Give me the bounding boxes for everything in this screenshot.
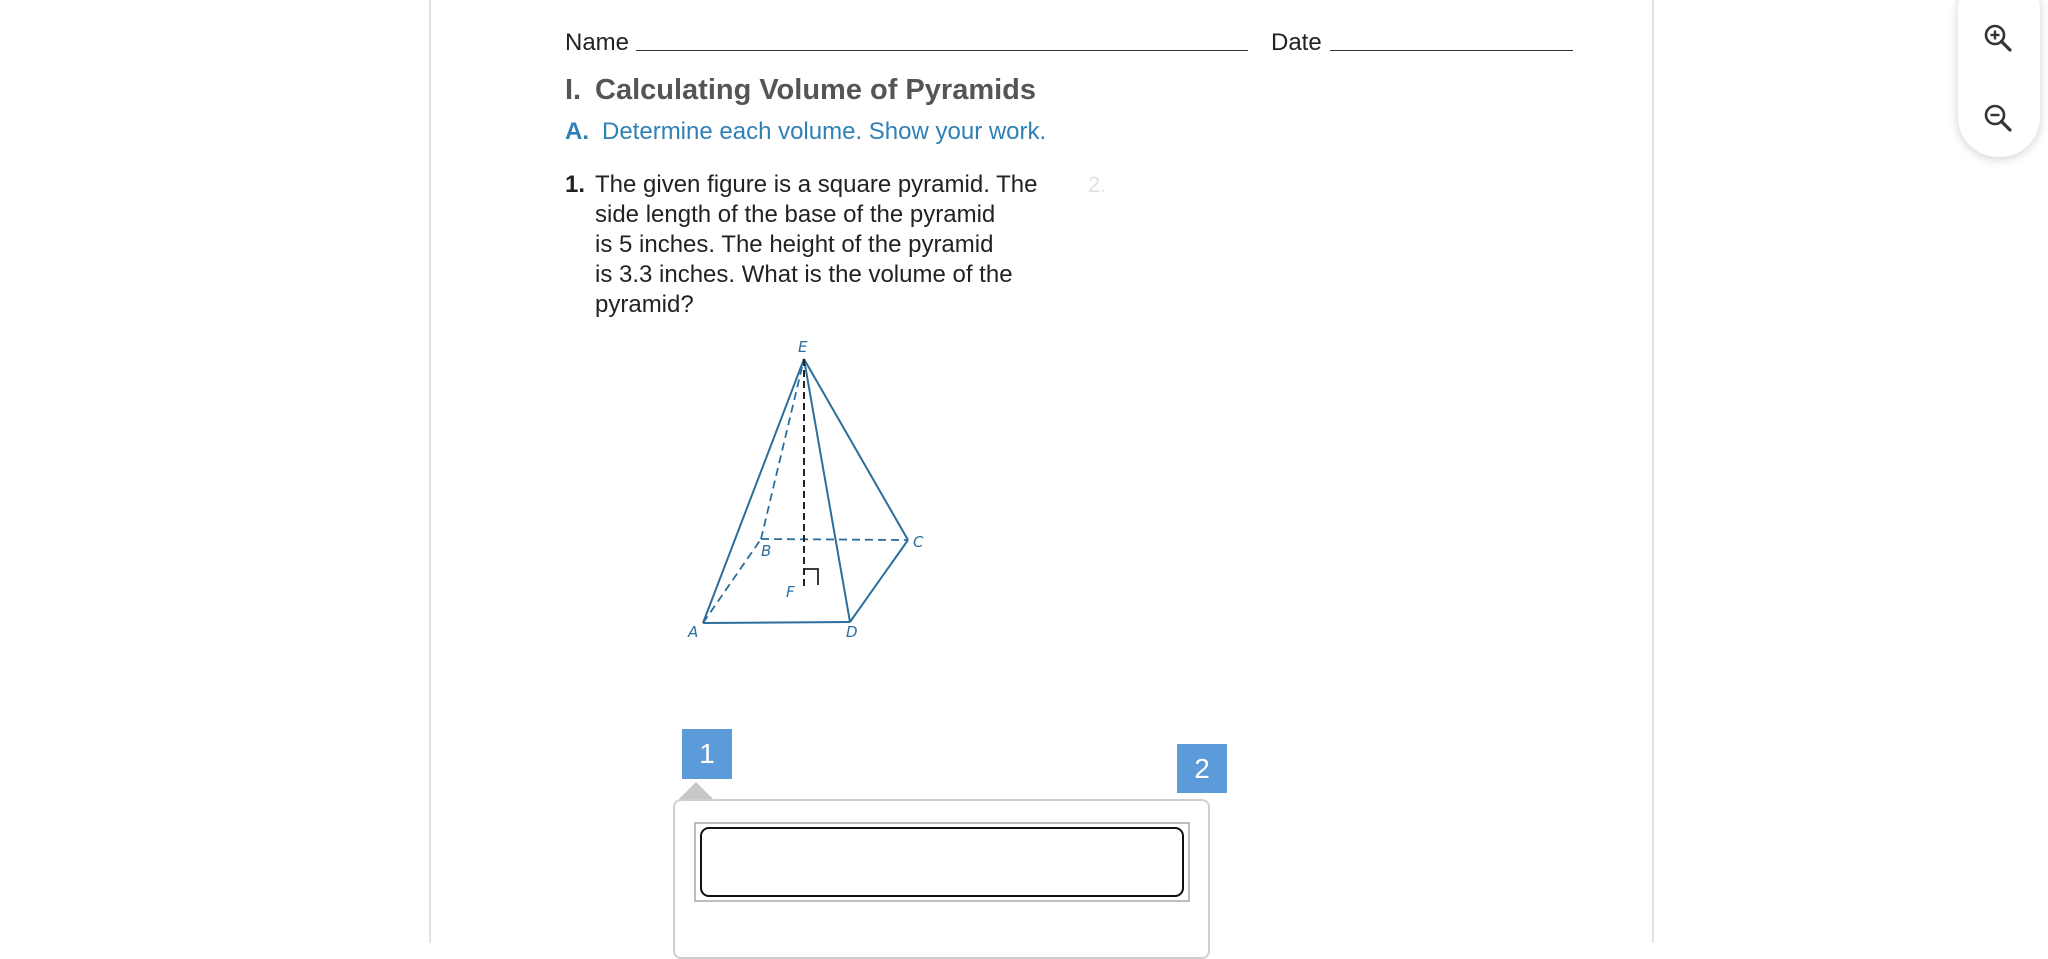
question-1-line: is 5 inches. The height of the pyramid bbox=[595, 231, 994, 258]
pyramid-figure bbox=[680, 335, 940, 645]
name-underline bbox=[636, 50, 1248, 51]
answer-marker-2[interactable]: 2 bbox=[1177, 744, 1227, 793]
date-underline bbox=[1330, 50, 1573, 51]
edge-be-hidden bbox=[761, 359, 804, 539]
answer-marker-1[interactable]: 1 bbox=[682, 729, 732, 779]
section-title: Calculating Volume of Pyramids bbox=[595, 74, 1037, 106]
question-1-number: 1. bbox=[565, 171, 586, 198]
right-angle-marker bbox=[804, 569, 818, 585]
question-1-line: The given figure is a square pyramid. The bbox=[595, 171, 1038, 198]
zoom-in-icon bbox=[1983, 23, 2013, 53]
vertex-label-d: D bbox=[846, 623, 858, 641]
edge-ab-hidden bbox=[703, 539, 761, 623]
question-2-number: 2. bbox=[1088, 172, 1107, 197]
zoom-out-button[interactable] bbox=[1978, 98, 2018, 138]
edge-dc bbox=[850, 540, 908, 622]
vertex-label-b: B bbox=[761, 542, 772, 560]
subsection-letter: A. bbox=[565, 118, 589, 145]
subsection-instruction: Determine each volume. Show your work. bbox=[602, 118, 1047, 145]
section-number: I. bbox=[565, 74, 582, 106]
popup-pointer bbox=[678, 782, 714, 800]
question-1-line: is 3.3 inches. What is the volume of the bbox=[595, 261, 1013, 288]
question-1-line: side length of the base of the pyramid bbox=[595, 201, 996, 228]
vertex-label-c: C bbox=[913, 533, 924, 551]
vertex-label-e: E bbox=[798, 338, 808, 356]
name-label: Name bbox=[565, 29, 630, 56]
vertex-label-a: A bbox=[688, 623, 699, 641]
zoom-in-button[interactable] bbox=[1978, 18, 2018, 58]
date-label: Date bbox=[1271, 29, 1322, 56]
answer-input[interactable] bbox=[700, 827, 1184, 897]
edge-ad bbox=[703, 622, 850, 623]
zoom-out-icon bbox=[1983, 103, 2013, 133]
question-1-line: pyramid? bbox=[595, 291, 694, 318]
vertex-label-f: F bbox=[786, 583, 795, 601]
